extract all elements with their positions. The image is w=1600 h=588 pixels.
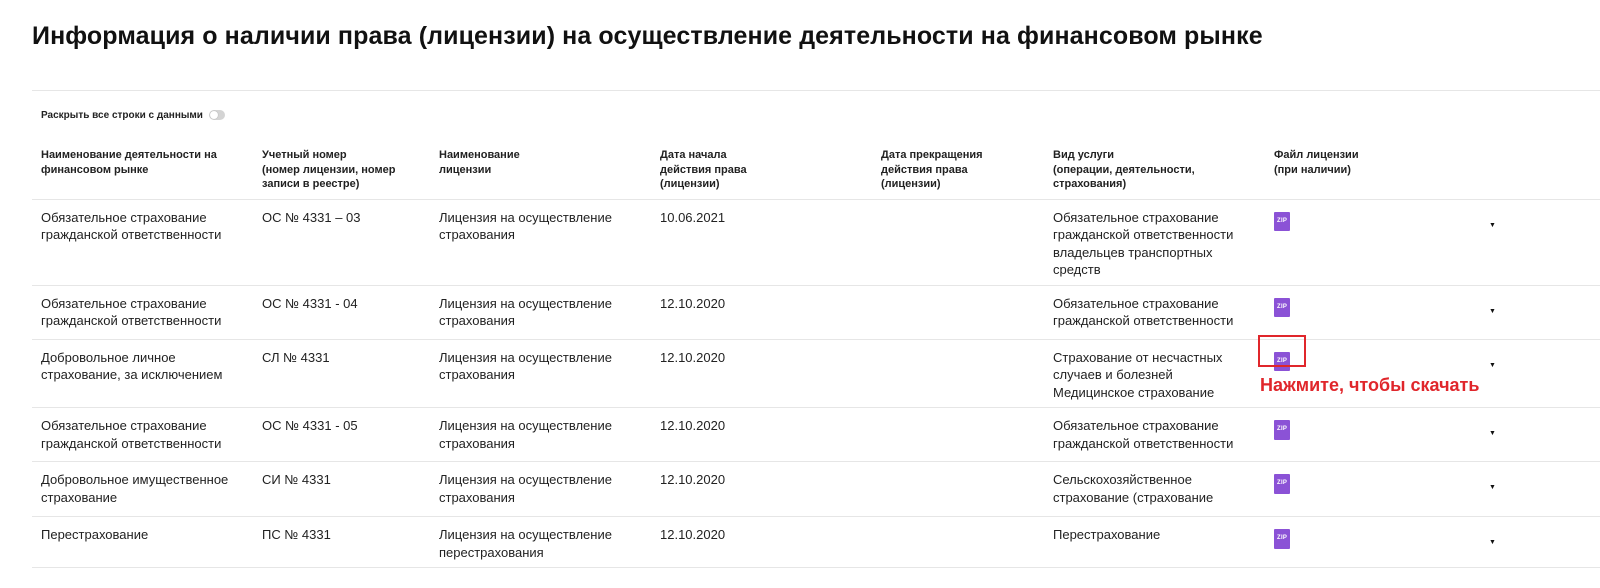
cell-license: Лицензия на осуществление страхования [439, 418, 612, 451]
chevron-down-icon[interactable]: ▼ [1489, 484, 1496, 491]
cell-service: Обязательное страхование гражданской ответственности [1053, 295, 1234, 328]
chevron-down-icon[interactable]: ▼ [1489, 221, 1496, 229]
cell-expand [1490, 285, 1600, 339]
zip-download-icon[interactable]: ZIP [1274, 420, 1290, 440]
header-license-label: Наименование лицензии [439, 149, 520, 176]
chevron-down-icon[interactable]: ▼ [1489, 430, 1496, 437]
cell-service: Перестрахование [1053, 527, 1161, 542]
chevron-down-icon[interactable]: ▼ [1489, 361, 1496, 369]
cell-expand [1490, 199, 1600, 285]
cell-start-date: 10.06.2021 [660, 209, 726, 225]
header-number [253, 140, 430, 199]
chevron-down-icon[interactable]: ▼ [1489, 307, 1496, 315]
divider [32, 90, 1600, 91]
header-license [430, 140, 651, 199]
header-start [651, 140, 872, 199]
cell-end-date [872, 517, 1044, 568]
cell-license: Лицензия на осуществление страхования [439, 349, 612, 382]
header-end-label: Дата прекращения действия права (лицензии) [881, 149, 983, 190]
cell-end-date [872, 408, 1044, 462]
zip-download-icon[interactable]: ZIP [1274, 298, 1290, 318]
cell-license: Лицензия на осуществление страхования [439, 472, 612, 505]
cell-activity: Добровольное имущественное страхование [41, 472, 229, 505]
table-row[interactable] [32, 199, 1600, 285]
table-row[interactable] [32, 408, 1600, 462]
zip-download-icon[interactable]: ZIP [1274, 352, 1290, 372]
cell-end-date [872, 339, 1044, 408]
cell-end-date [872, 199, 1044, 285]
cell-expand [1490, 462, 1600, 517]
cell-expand [1490, 517, 1600, 568]
cell-start-date: 12.10.2020 [660, 418, 726, 433]
expand-all-toggle[interactable] [209, 110, 225, 120]
table-row[interactable] [32, 462, 1600, 517]
cell-number: ОС № 4331 - 04 [262, 295, 358, 311]
cell-start-date: 12.10.2020 [660, 349, 726, 365]
cell-number: ПС № 4331 [262, 527, 331, 542]
cell-license: Лицензия на осуществление перестрахования [439, 527, 612, 560]
header-service-label: Вид услуги (операции, деятельности, страхования) [1053, 149, 1195, 190]
cell-activity: Обязательное страхование гражданской ответственности [41, 295, 222, 328]
cell-activity: Обязательное страхование гражданской ответственности [41, 209, 222, 242]
cell-service: Обязательное страхование гражданской ответственности владельцев транспортных средств [1053, 209, 1234, 277]
table-header-row [32, 140, 1600, 199]
cell-license: Лицензия на осуществление страхования [439, 295, 612, 328]
annotation-text: Нажмите, чтобы скачать [1260, 375, 1480, 395]
cell-activity: Перестрахование [41, 527, 149, 542]
cell-service: Страхование от несчастных случаев и болезней Медицинское страхование [1053, 349, 1223, 400]
expand-all-row [41, 107, 225, 123]
header-expand [1490, 140, 1600, 199]
toggle-knob [210, 111, 218, 119]
cell-end-date [872, 462, 1044, 517]
cell-number: ОС № 4331 – 03 [262, 209, 361, 225]
zip-download-icon[interactable]: ZIP [1274, 474, 1290, 494]
cell-activity: Добровольное личное страхование, за исключением [41, 349, 223, 382]
header-activity [32, 140, 253, 199]
license-table [32, 140, 1600, 568]
expand-all-label: Раскрыть все строки с данными [41, 109, 203, 121]
cell-start-date: 12.10.2020 [660, 527, 726, 542]
cell-expand [1490, 408, 1600, 462]
cell-license: Лицензия на осуществление страхования [439, 209, 612, 242]
zip-download-icon[interactable]: ZIP [1274, 212, 1290, 232]
cell-file [1265, 285, 1490, 339]
cell-service: Обязательное страхование гражданской ответственности [1053, 418, 1234, 451]
table-row[interactable] [32, 517, 1600, 568]
header-service [1044, 140, 1265, 199]
cell-service: Сельскохозяйственное страхование (страхование [1053, 472, 1214, 505]
chevron-down-icon[interactable]: ▼ [1489, 539, 1496, 546]
table-row[interactable] [32, 285, 1600, 339]
table-row[interactable] [32, 339, 1600, 408]
header-file-label: Файл лицензии (при наличии) [1274, 149, 1359, 176]
cell-activity: Обязательное страхование гражданской ответственности [41, 418, 222, 451]
cell-file [1265, 462, 1490, 517]
cell-file [1265, 408, 1490, 462]
header-start-label: Дата начала действия права (лицензии) [660, 149, 747, 190]
cell-start-date: 12.10.2020 [660, 295, 726, 311]
cell-start-date: 12.10.2020 [660, 472, 726, 487]
page-title: Информация о наличии права (лицензии) на осуществление деятельности на финансовом рынке [32, 22, 1263, 50]
cell-number: ОС № 4331 - 05 [262, 418, 358, 433]
zip-download-icon[interactable]: ZIP [1274, 529, 1290, 549]
header-activity-label: Наименование деятельности на финансовом рынке [41, 149, 217, 176]
cell-number: СЛ № 4331 [262, 349, 330, 365]
header-end [872, 140, 1044, 199]
header-file [1265, 140, 1490, 199]
cell-expand [1490, 339, 1600, 408]
header-number-label: Учетный номер (номер лицензии, номер записи в реестре) [262, 149, 396, 190]
cell-file [1265, 517, 1490, 568]
annotation-highlight-box [1258, 335, 1306, 367]
cell-number: СИ № 4331 [262, 472, 331, 487]
cell-end-date [872, 285, 1044, 339]
cell-file [1265, 199, 1490, 285]
